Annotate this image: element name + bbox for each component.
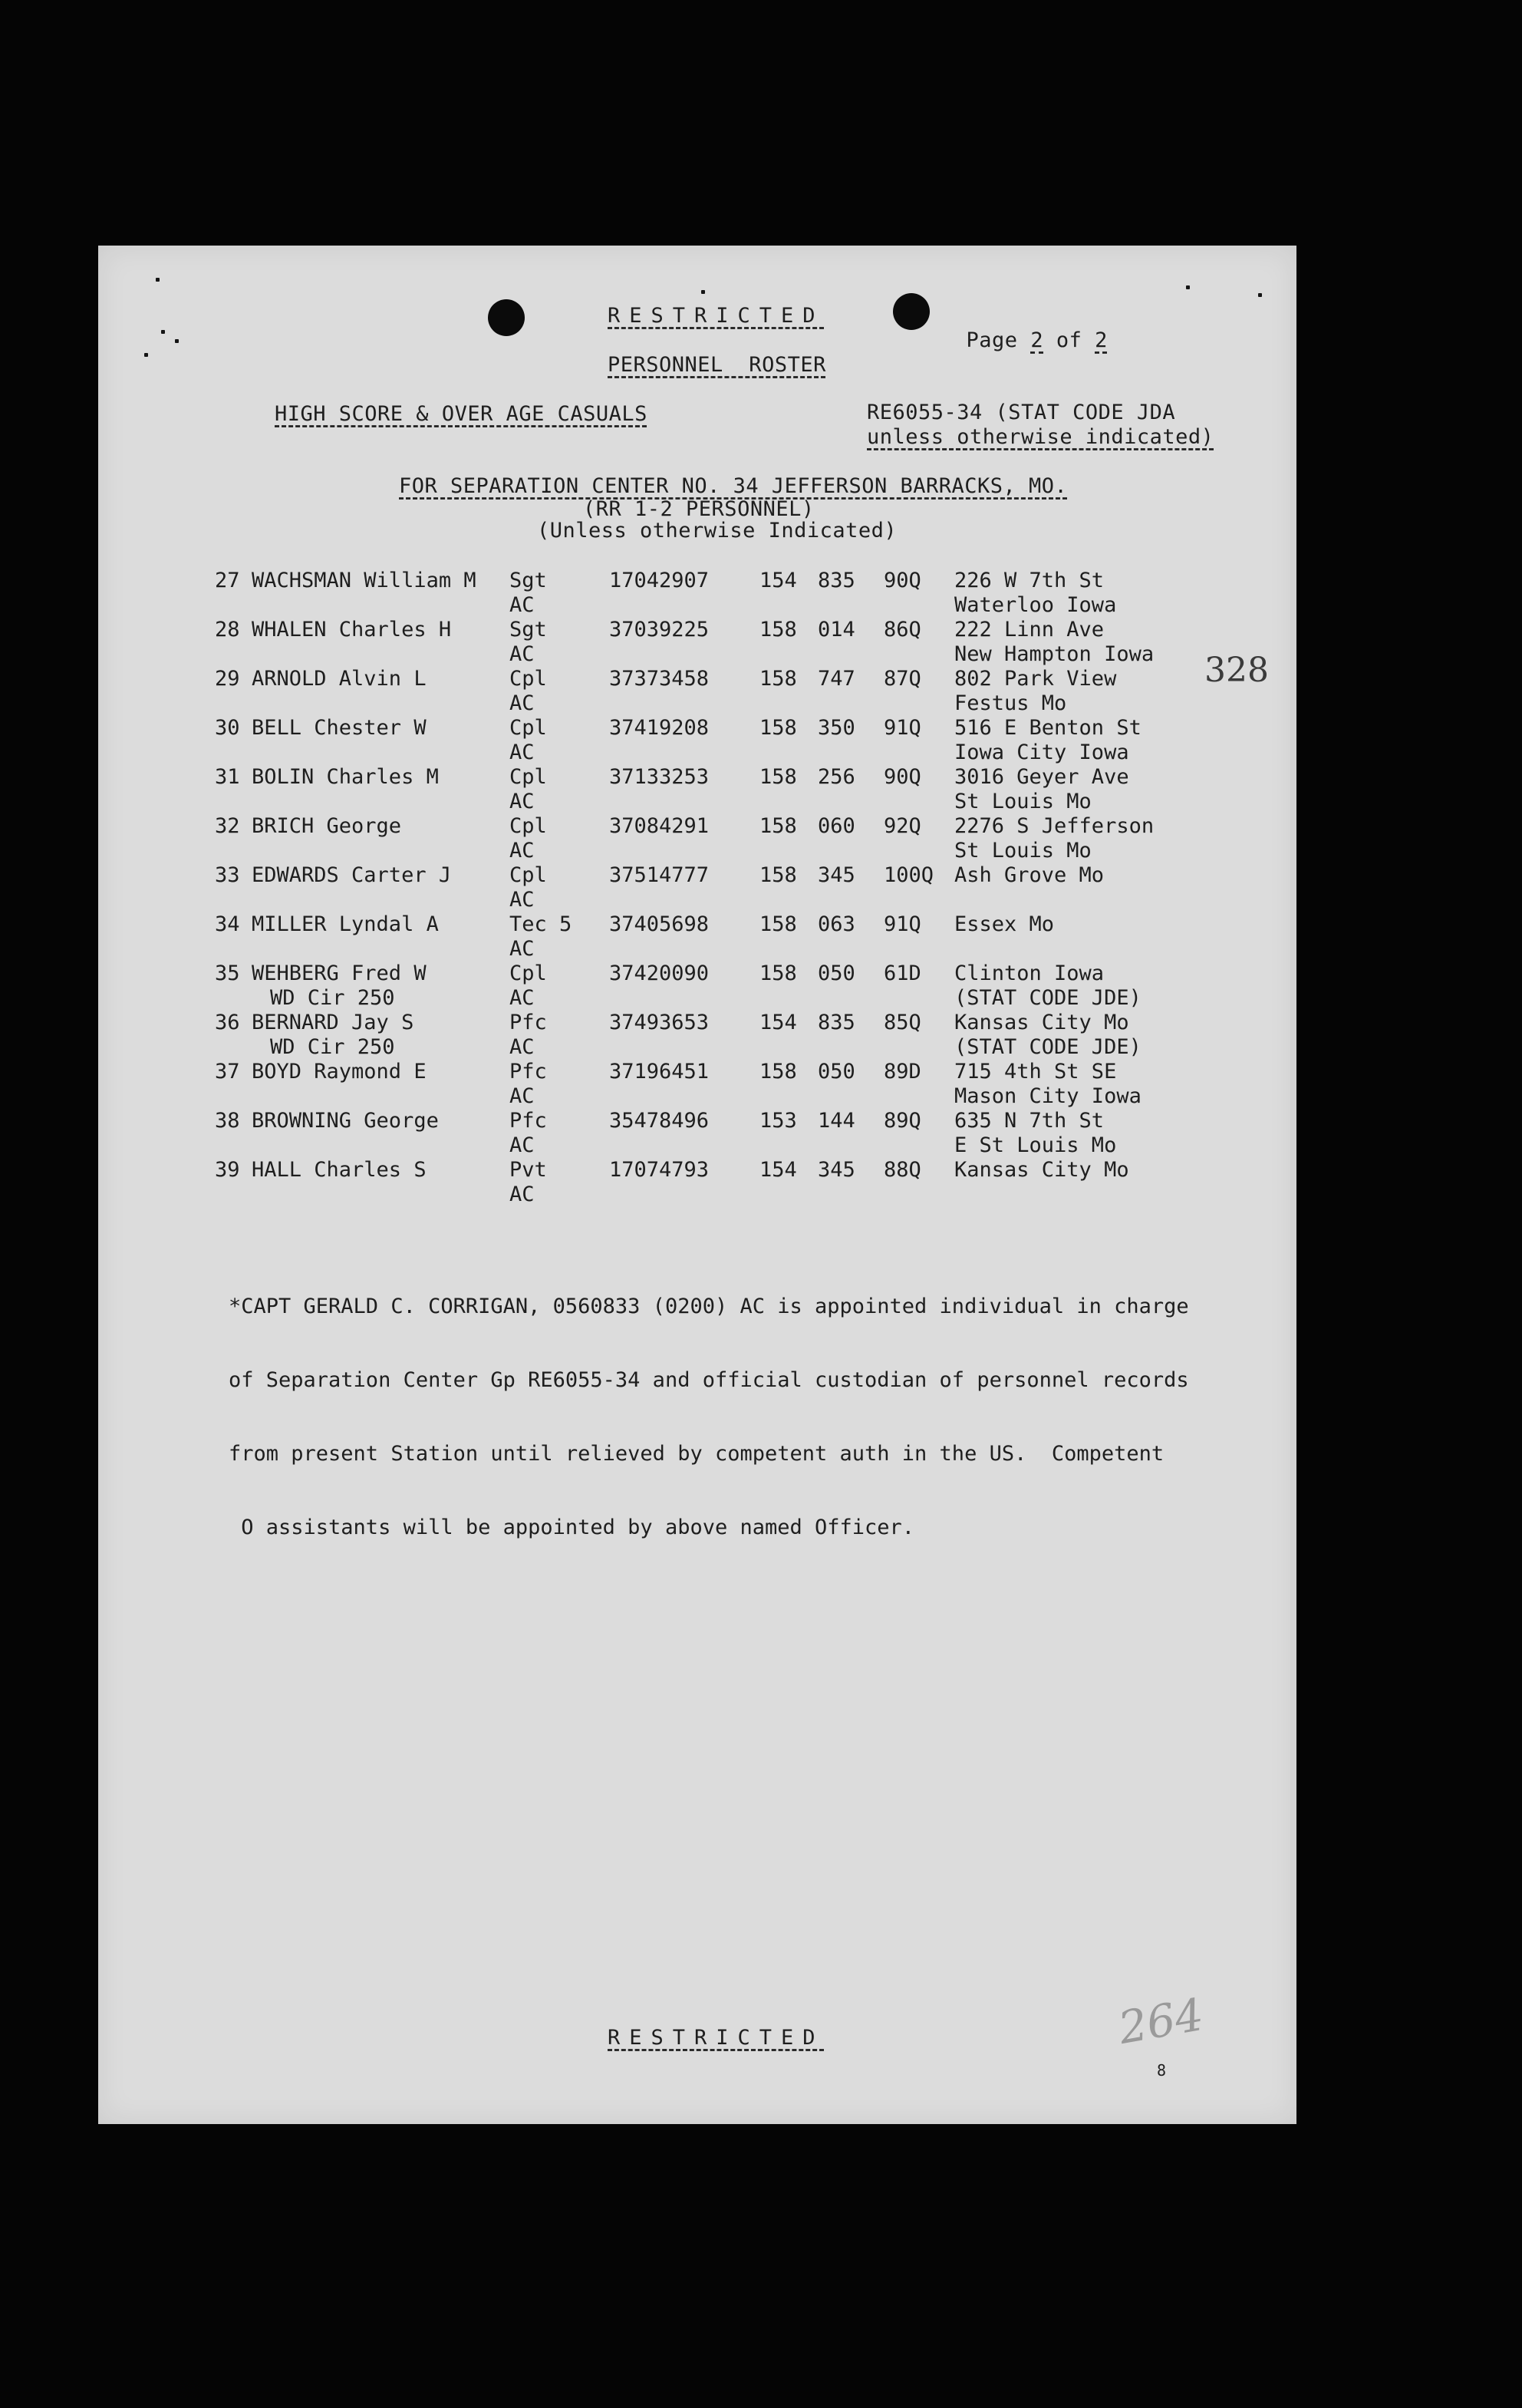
roster-number-line: 36 [215, 1011, 240, 1034]
roster-rank-line: AC [509, 691, 535, 715]
roster-code-b-line: 747 [818, 667, 855, 691]
roster-rank-line: Pfc [509, 1060, 547, 1084]
roster-rank [509, 962, 609, 1011]
roster-name [252, 863, 509, 912]
roster-rank-line: Pfc [509, 1011, 547, 1034]
roster-row [215, 962, 1200, 1011]
roster-number [215, 667, 252, 716]
roster-address [954, 863, 1200, 912]
roster-serial [609, 1011, 759, 1060]
roster-rank-line: AC [509, 790, 535, 813]
roster-address-line: 2276 S Jefferson [954, 814, 1155, 838]
punch-hole-right [893, 293, 930, 330]
roster-row [215, 1109, 1200, 1158]
roster-number [215, 618, 252, 667]
roster-number-line: 31 [215, 765, 240, 789]
roster-serial [609, 569, 759, 618]
roster-rank [509, 1109, 609, 1158]
roster-code-b [818, 1158, 884, 1207]
roster-name-line: BOYD Raymond E [252, 1060, 427, 1084]
roster-rank-line: AC [509, 986, 535, 1010]
roster-rank-line: AC [509, 1084, 535, 1108]
roster-name [252, 1060, 509, 1109]
roster-code-a-line: 158 [759, 912, 797, 936]
corner-mark: 8 [1157, 2061, 1167, 2080]
roster-number-line: 33 [215, 863, 240, 887]
roster-address-line: Waterloo Iowa [954, 593, 1117, 617]
roster-address [954, 716, 1200, 765]
roster-serial-line: 37514777 [609, 863, 710, 887]
roster-code-a-line: 158 [759, 863, 797, 887]
roster-code-a-line: 154 [759, 569, 797, 592]
roster-address-line: 3016 Geyer Ave [954, 765, 1129, 789]
roster-score [884, 1109, 954, 1158]
roster-code-a-line: 153 [759, 1109, 797, 1133]
roster-address [954, 569, 1200, 618]
roster-number-line: 28 [215, 618, 240, 642]
roster-code-a [759, 1109, 818, 1158]
roster-name [252, 1011, 509, 1060]
roster-address-line: Kansas City Mo [954, 1158, 1129, 1182]
roster-code-b [818, 618, 884, 667]
roster-rank-line: Sgt [509, 569, 547, 592]
roster-address [954, 912, 1200, 962]
roster-name [252, 569, 509, 618]
speck-mark [156, 278, 160, 282]
roster-rank [509, 667, 609, 716]
roster-number [215, 962, 252, 1011]
roster-row [215, 1060, 1200, 1109]
roster-rank-line: AC [509, 839, 535, 863]
roster-code-a [759, 1158, 818, 1207]
roster-number-line: 35 [215, 962, 240, 985]
roster-rank-line: Cpl [509, 716, 547, 740]
roster-serial [609, 1060, 759, 1109]
roster-code: RE6055-34 (STAT CODE JDA [867, 401, 1176, 424]
roster-name [252, 962, 509, 1011]
roster-rank-line: Cpl [509, 667, 547, 691]
roster-address-line: St Louis Mo [954, 839, 1092, 863]
roster-code-note: unless otherwise indicated) [867, 425, 1214, 449]
roster-name-line: EDWARDS Carter J [252, 863, 452, 887]
roster-serial [609, 667, 759, 716]
roster-name [252, 765, 509, 814]
roster-serial-line: 17074793 [609, 1158, 710, 1182]
roster-score-line: 87Q [884, 667, 921, 691]
roster-score [884, 1158, 954, 1207]
roster-address [954, 1011, 1200, 1060]
roster-score [884, 962, 954, 1011]
roster-number [215, 569, 252, 618]
roster-rank [509, 814, 609, 863]
note-line: of Separation Center Gp RE6055-34 and official custodian of personnel records [229, 1368, 1189, 1392]
roster-rank-line: Tec 5 [509, 912, 572, 936]
roster-name-line: MILLER Lyndal A [252, 912, 439, 936]
roster-number [215, 1060, 252, 1109]
roster-score [884, 618, 954, 667]
roster-address-line: 802 Park View [954, 667, 1117, 691]
roster-code-b-line: 256 [818, 765, 855, 789]
otherwise-indicated-note: (Unless otherwise Indicated) [537, 519, 898, 543]
roster-code-a-line: 154 [759, 1158, 797, 1182]
roster-rank-line: AC [509, 888, 535, 912]
roster-address-line: Kansas City Mo [954, 1011, 1129, 1034]
roster-serial-line: 37493653 [609, 1011, 710, 1034]
roster-rank [509, 863, 609, 912]
restricted-footer: RESTRICTED [608, 2026, 825, 2050]
roster-code-a [759, 765, 818, 814]
roster-code-a [759, 716, 818, 765]
roster-number [215, 716, 252, 765]
roster-name [252, 1109, 509, 1158]
roster-score-line: 86Q [884, 618, 921, 642]
roster-serial-line: 37419208 [609, 716, 710, 740]
roster-code-b-line: 835 [818, 1011, 855, 1034]
roster-score [884, 569, 954, 618]
roster-number [215, 1011, 252, 1060]
roster-row [215, 618, 1200, 667]
roster-name-line: WACHSMAN William M [252, 569, 476, 592]
roster-rank [509, 765, 609, 814]
roster-serial-line: 37373458 [609, 667, 710, 691]
roster-code-a [759, 618, 818, 667]
roster-code-a-line: 154 [759, 1011, 797, 1034]
punch-hole-left [488, 299, 525, 336]
roster-rank-line: AC [509, 937, 535, 961]
note-line: *CAPT GERALD C. CORRIGAN, 0560833 (0200) AC is appointed individual in charge [229, 1295, 1189, 1318]
roster-address-line: St Louis Mo [954, 790, 1092, 813]
roster-code-b [818, 1011, 884, 1060]
roster-address [954, 618, 1200, 667]
roster-code-a [759, 667, 818, 716]
roster-rank [509, 1011, 609, 1060]
roster-row [215, 569, 1200, 618]
roster-name-line: BERNARD Jay S [252, 1011, 414, 1034]
roster-address-line: Ash Grove Mo [954, 863, 1105, 887]
page-total: 2 [1095, 328, 1108, 352]
pencil-page-number: 264 [1114, 1987, 1207, 2055]
roster-rank [509, 618, 609, 667]
separation-center-line: FOR SEPARATION CENTER NO. 34 JEFFERSON BARRACKS, MO. [399, 474, 1068, 498]
roster-code-b [818, 814, 884, 863]
roster-score-line: 88Q [884, 1158, 921, 1182]
roster-title: PERSONNEL ROSTER [608, 353, 826, 377]
roster-code-b-line: 350 [818, 716, 855, 740]
roster-address-line: Essex Mo [954, 912, 1055, 936]
roster-code-b [818, 765, 884, 814]
roster-rank [509, 912, 609, 962]
roster-code-b [818, 569, 884, 618]
roster-score-line: 100Q [884, 863, 934, 887]
roster-rank-line: Pfc [509, 1109, 547, 1133]
roster-score [884, 863, 954, 912]
roster-score-line: 89Q [884, 1109, 921, 1133]
roster-number-line: 38 [215, 1109, 240, 1133]
roster-code-b-line: 345 [818, 863, 855, 887]
roster-serial-line: 37133253 [609, 765, 710, 789]
roster-row [215, 1158, 1200, 1207]
roster-code-a-line: 158 [759, 667, 797, 691]
roster-serial [609, 814, 759, 863]
roster-serial [609, 912, 759, 962]
roster-score-line: 90Q [884, 765, 921, 789]
roster-serial [609, 716, 759, 765]
roster-code-a [759, 962, 818, 1011]
speck-mark [701, 290, 705, 294]
roster-name [252, 912, 509, 962]
roster-serial-line: 17042907 [609, 569, 710, 592]
roster-number-line: 30 [215, 716, 240, 740]
roster-name [252, 667, 509, 716]
roster-name-line: WD Cir 250 [270, 986, 395, 1010]
speck-mark [161, 330, 165, 334]
restricted-header: RESTRICTED [608, 304, 825, 328]
roster-address [954, 1158, 1200, 1207]
roster-code-a [759, 1011, 818, 1060]
roster-address [954, 1060, 1200, 1109]
roster-rank-line: Pvt [509, 1158, 547, 1182]
roster-code-a [759, 814, 818, 863]
roster-address-line: 516 E Benton St [954, 716, 1142, 740]
roster-score-line: 89D [884, 1060, 921, 1084]
roster-number [215, 765, 252, 814]
roster-name [252, 716, 509, 765]
speck-mark [1258, 293, 1262, 297]
roster-rank-line: Cpl [509, 863, 547, 887]
roster-number-line: 27 [215, 569, 240, 592]
roster-score [884, 765, 954, 814]
roster-name [252, 618, 509, 667]
roster-serial-line: 37039225 [609, 618, 710, 642]
roster-code-a [759, 569, 818, 618]
roster-code-b-line: 050 [818, 962, 855, 985]
roster-number-line: 29 [215, 667, 240, 691]
roster-row [215, 1011, 1200, 1060]
roster-address-line: (STAT CODE JDE) [954, 986, 1142, 1010]
roster-name-line: BOLIN Charles M [252, 765, 439, 789]
roster-score-line: 61D [884, 962, 921, 985]
roster-name-line: WEHBERG Fred W [252, 962, 427, 985]
roster-rank-line: Cpl [509, 962, 547, 985]
roster-number-line: 37 [215, 1060, 240, 1084]
roster-number-line: 34 [215, 912, 240, 936]
roster-name-line: HALL Charles S [252, 1158, 427, 1182]
roster-serial [609, 1109, 759, 1158]
roster-rank [509, 1060, 609, 1109]
roster-serial-line: 35478496 [609, 1109, 710, 1133]
roster-serial [609, 863, 759, 912]
roster-serial [609, 962, 759, 1011]
roster-code-a-line: 158 [759, 618, 797, 642]
roster-score-line: 92Q [884, 814, 921, 838]
roster-score-line: 90Q [884, 569, 921, 592]
roster-address-line: New Hampton Iowa [954, 642, 1155, 666]
roster-serial [609, 618, 759, 667]
roster-address-line: (STAT CODE JDE) [954, 1035, 1142, 1059]
roster-row [215, 667, 1200, 716]
roster-rank-line: Cpl [509, 765, 547, 789]
roster-name-line: ARNOLD Alvin L [252, 667, 427, 691]
roster-address-line: 635 N 7th St [954, 1109, 1105, 1133]
roster-score-line: 91Q [884, 912, 921, 936]
roster-serial-line: 37196451 [609, 1060, 710, 1084]
note-line: from present Station until relieved by competent auth in the US. Competent [229, 1442, 1165, 1466]
roster-score [884, 1060, 954, 1109]
roster-row [215, 814, 1200, 863]
note-line: O assistants will be appointed by above named Officer. [229, 1516, 915, 1539]
page-of: of [1056, 328, 1082, 352]
page-number: 2 [1030, 328, 1044, 352]
roster-row [215, 912, 1200, 962]
roster-code-a-line: 158 [759, 814, 797, 838]
roster-address [954, 765, 1200, 814]
roster-name-line: WHALEN Charles H [252, 618, 452, 642]
roster-rank-line: Sgt [509, 618, 547, 642]
roster-row [215, 765, 1200, 814]
roster-rank [509, 716, 609, 765]
roster-code-b-line: 063 [818, 912, 855, 936]
roster-code-b [818, 962, 884, 1011]
roster-score [884, 912, 954, 962]
roster-serial [609, 765, 759, 814]
roster-code-a-line: 158 [759, 962, 797, 985]
roster-address [954, 962, 1200, 1011]
roster-code-a-line: 158 [759, 1060, 797, 1084]
roster-code-b [818, 716, 884, 765]
roster-code-b-line: 345 [818, 1158, 855, 1182]
roster-number [215, 1109, 252, 1158]
roster-code-a [759, 863, 818, 912]
personnel-reference: (RR 1-2 PERSONNEL) [583, 497, 815, 521]
roster-score [884, 716, 954, 765]
roster-code-b-line: 835 [818, 569, 855, 592]
roster-name-line: BELL Chester W [252, 716, 427, 740]
roster-rank [509, 569, 609, 618]
roster-address-line: Clinton Iowa [954, 962, 1105, 985]
roster-left-title: HIGH SCORE & OVER AGE CASUALS [275, 402, 647, 426]
roster-address [954, 814, 1200, 863]
roster-rank-line: AC [509, 593, 535, 617]
roster-code-b [818, 1060, 884, 1109]
roster-code-a-line: 158 [759, 716, 797, 740]
roster-address-line: E St Louis Mo [954, 1133, 1117, 1157]
roster-code-a-line: 158 [759, 765, 797, 789]
roster-address [954, 667, 1200, 716]
roster-address-line: 222 Linn Ave [954, 618, 1105, 642]
roster-code-b [818, 912, 884, 962]
roster-serial-line: 37405698 [609, 912, 710, 936]
roster-name-line: WD Cir 250 [270, 1035, 395, 1059]
roster-rank-line: AC [509, 1133, 535, 1157]
roster-address-line: Mason City Iowa [954, 1084, 1142, 1108]
roster-address-line: Festus Mo [954, 691, 1067, 715]
page-label: Page [966, 328, 1018, 352]
page-indicator [941, 304, 1108, 353]
roster-code-b [818, 667, 884, 716]
roster-name [252, 814, 509, 863]
roster-row [215, 863, 1200, 912]
speck-mark [144, 353, 148, 357]
roster-number [215, 1158, 252, 1207]
roster-rank-line: AC [509, 1035, 535, 1059]
roster-score [884, 814, 954, 863]
roster-rank [509, 1158, 609, 1207]
roster-address-line: 226 W 7th St [954, 569, 1105, 592]
roster-serial [609, 1158, 759, 1207]
roster-code-a [759, 1060, 818, 1109]
roster-code-b-line: 050 [818, 1060, 855, 1084]
roster-row [215, 716, 1200, 765]
custodian-note [229, 1245, 1195, 1565]
roster-rank-line: AC [509, 741, 535, 764]
roster-code-a [759, 912, 818, 962]
roster-code-b-line: 144 [818, 1109, 855, 1133]
roster-number [215, 814, 252, 863]
roster-score [884, 1011, 954, 1060]
roster-rank-line: AC [509, 1183, 535, 1206]
roster-code-b [818, 863, 884, 912]
speck-mark [175, 339, 179, 343]
roster-serial-line: 37420090 [609, 962, 710, 985]
roster-name-line: BRICH George [252, 814, 402, 838]
roster-rank-line: Cpl [509, 814, 547, 838]
roster-rank-line: AC [509, 642, 535, 666]
roster-address-line: Iowa City Iowa [954, 741, 1129, 764]
roster-number [215, 863, 252, 912]
roster-score-line: 91Q [884, 716, 921, 740]
roster-code-b [818, 1109, 884, 1158]
roster-name [252, 1158, 509, 1207]
roster-table [215, 569, 1200, 1207]
roster-address-line: 715 4th St SE [954, 1060, 1117, 1084]
roster-code-b-line: 060 [818, 814, 855, 838]
roster-serial-line: 37084291 [609, 814, 710, 838]
roster-number [215, 912, 252, 962]
roster-address [954, 1109, 1200, 1158]
stamp-number: 328 [1204, 651, 1269, 690]
roster-number-line: 39 [215, 1158, 240, 1182]
roster-name-line: BROWNING George [252, 1109, 439, 1133]
roster-number-line: 32 [215, 814, 240, 838]
speck-mark [1186, 285, 1190, 289]
roster-score-line: 85Q [884, 1011, 921, 1034]
roster-code-b-line: 014 [818, 618, 855, 642]
roster-score [884, 667, 954, 716]
